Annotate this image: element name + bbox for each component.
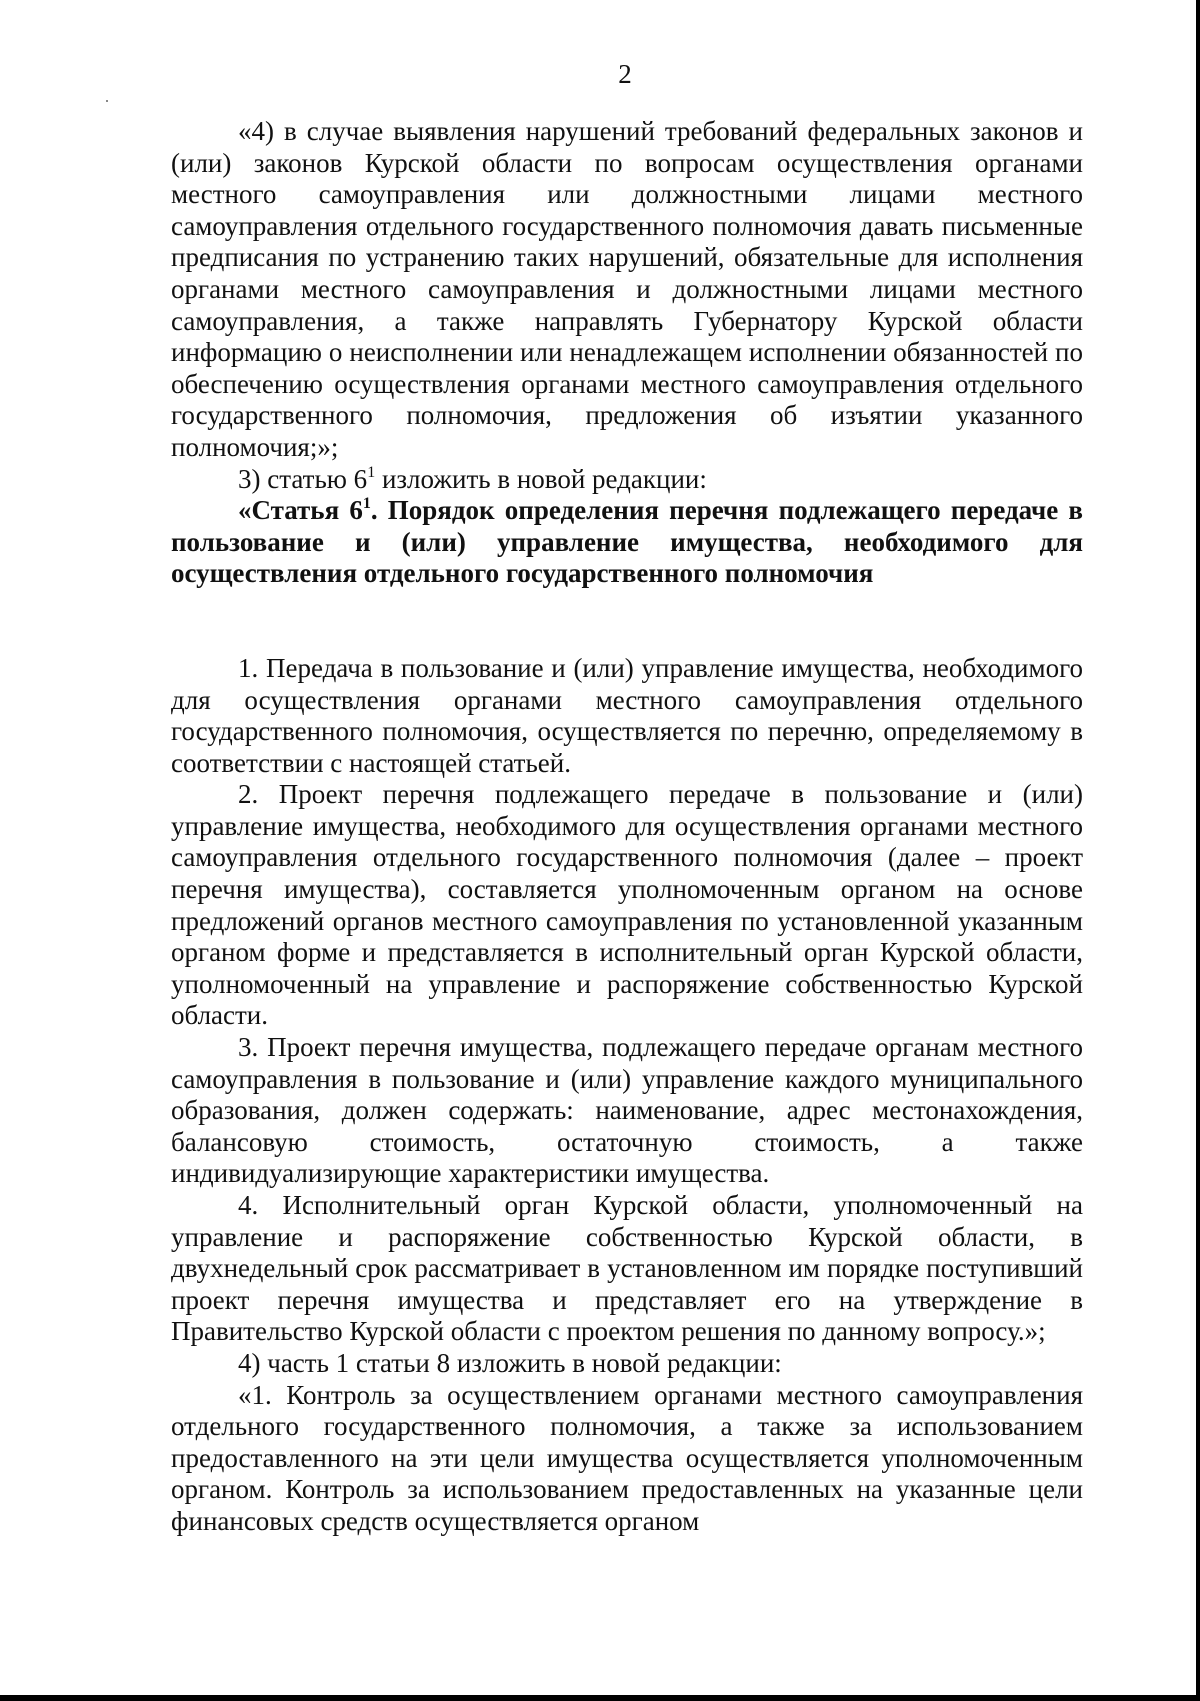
spacer: [171, 590, 1083, 653]
paragraph-part-amendment: 4) часть 1 статьи 8 изложить в новой редакции:: [238, 1347, 782, 1378]
article-heading-superscript: 1: [362, 495, 371, 513]
paragraph-violations: «4) в случае выявления нарушений требований федеральных законов и (или) законов Курской области по вопросам осуществления органами местного самоуправления или должностными лицами местного самоуправления отдельного государственного полномочия давать письменные предписания по устранению таких нарушений, обязательные для исполнения органами местного самоуправления и должностными лицами местного самоуправления, а также направлять Губернатору Курской области информацию о неисполнении или ненадлежащем исполнении обязанностей по обеспечению осуществления органами местного самоуправления отдельного государственного полномочия, предложения об изъятии указанного полномочия;»;: [171, 116, 1083, 462]
scan-edge-right: [1196, 0, 1200, 1701]
article-heading-start: «Статья 6: [238, 495, 363, 526]
paragraph-article-amendment: [171, 464, 1083, 496]
paragraph-item-2: 2. Проект перечня подлежащего передаче в пользование и (или) управление имущества, необходимого для осуществления органами местного самоуправления отдельного государственного полномочия (далее – проект перечня имущества), составляется уполномоченным органом на основе предложений органов местного самоуправления по установленной указанным органом форме и представляется в исполнительный орган Курской области, уполномоченный на управление и распоряжение собственностью Курской области.: [171, 779, 1083, 1031]
paragraph-item-1: 1. Передача в пользование и (или) управление имущества, необходимого для осуществления органами местного самоуправления отдельного государственного полномочия, осуществляется по перечню, определяемому в соответствии с настоящей статьей.: [171, 652, 1083, 778]
paragraph-item-4: 4. Исполнительный орган Курской области, уполномоченный на управление и распоряжение собственностью Курской области, в двухнедельный срок рассматривает в установленном им порядке поступивший проект перечня имущества и представляет его на утверждение в Правительство Курской области с проектом решения по данному вопросу.»;: [171, 1190, 1083, 1347]
article-superscript: 1: [367, 463, 376, 481]
scan-edge-bottom: [0, 1695, 1200, 1701]
document-body: [171, 116, 1083, 1538]
paragraph-article-amendment-start: 3) статью 6: [238, 463, 368, 494]
paragraph-article-amendment-end: изложить в новой редакции:: [375, 463, 707, 494]
paragraph-control: «1. Контроль за осуществлением органами местного самоуправления отдельного государственного полномочия, а также за использованием предоставленного на эти цели имущества осуществляется уполномоченным органом. Контроль за использованием предоставленных на указанные цели финансовых средств осуществляется органом: [171, 1379, 1083, 1536]
paragraph-item-3: 3. Проект перечня имущества, подлежащего передаче органам местного самоуправления в пользование и (или) управление каждого муниципального образования, должен содержать: наименование, адрес местонахождения, балансовую стоимость, остаточную стоимость, а также индивидуализирующие характеристики имущества.: [171, 1032, 1083, 1189]
article-heading: [171, 495, 1083, 590]
article-heading-end: . Порядок определения перечня подлежащего передаче в пользование и (или) управление имущества, необходимого для осуществления отдельного государственного полномочия: [171, 495, 1083, 589]
page-number: 2: [618, 59, 632, 89]
scan-speck: [106, 100, 108, 102]
